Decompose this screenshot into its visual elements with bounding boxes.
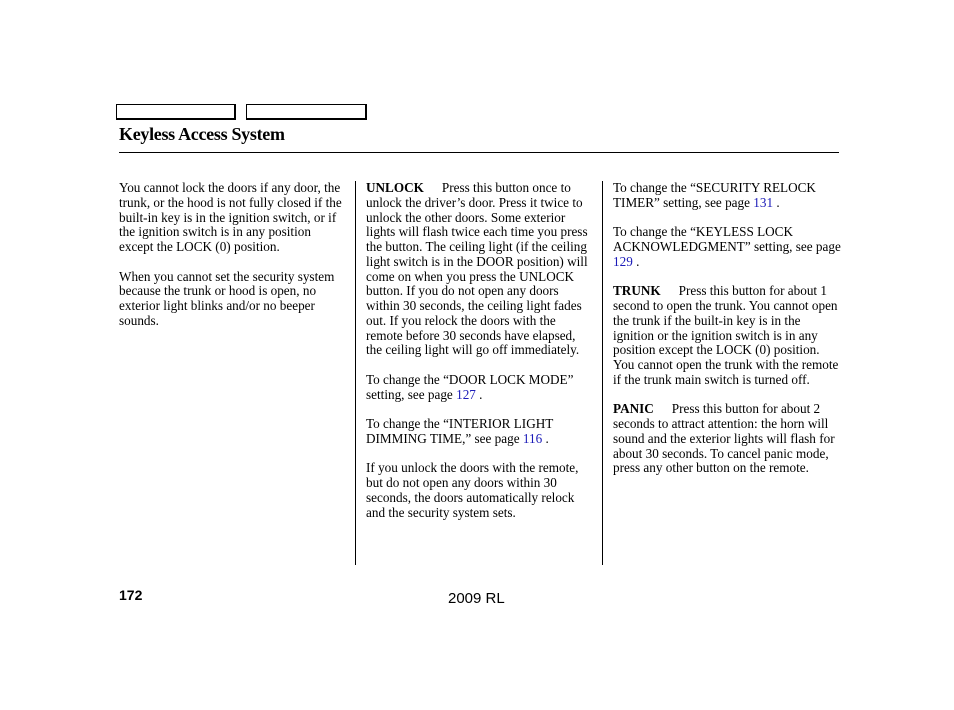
footer-model: 2009 RL	[448, 590, 505, 607]
auto-relock-paragraph: If you unlock the doors with the remote, but do not open any doors within 30 seconds, the doors automatically relock and the security system sets.	[366, 460, 579, 520]
door-lock-mode-paragraph: To change the “DOOR LOCK MODE” setting, see page 127 .	[366, 371, 574, 402]
lock-conditions-paragraph: You cannot lock the doors if any door, the trunk, or the hood is not fully closed if the built-in key is in the ignition switch, or if the ignition switch is in any position except the LOCK (0) position.	[119, 180, 342, 254]
panic-term: PANIC	[613, 401, 654, 417]
trunk-term: TRUNK	[613, 283, 661, 299]
section-title: Keyless Access System	[119, 124, 285, 144]
page-link-129[interactable]: 129	[613, 253, 633, 269]
security-warning-paragraph: When you cannot set the security system because the trunk or hood is open, no exterior light blinks and/or no beeper sounds.	[119, 268, 335, 328]
unlock-description: Press this button once to unlock the driver’s door. Press it twice to unlock the other doors. Some exterior lights will flash twice each time you press the button. The ceiling light (if the ceiling light switch is in the DOOR position) will come on when you press the UNLOCK button. If you do not open any doors within 30 seconds, the ceiling light fades out. If you relock the doors with the remote before 30 seconds have elapsed, the ceiling light will go off immediately.	[366, 180, 588, 358]
column-3	[613, 181, 841, 491]
column-2	[366, 181, 592, 535]
interior-light-paragraph: To change the “INTERIOR LIGHT DIMMING TIME,” see page 116 .	[366, 416, 554, 446]
panic-description: Press this button for about 2 seconds to attract attention: the horn will sound and the exterior lights will flash for about 30 seconds. To cancel panic mode, press any other button on the remote.	[613, 401, 835, 476]
page-number: 172	[119, 587, 143, 603]
page-link-127[interactable]: 127	[456, 386, 476, 402]
unlock-term: UNLOCK	[366, 180, 424, 195]
page-link-116[interactable]: 116	[522, 430, 543, 446]
nav-tab-table-of-contents[interactable]	[246, 104, 367, 120]
unlock-paragraph	[366, 181, 592, 358]
panic-paragraph	[613, 402, 841, 476]
trunk-description: Press this button for about 1 second to open the trunk. You cannot open the trunk if the built-in key is in the ignition or the ignition switch is in any position except the LOCK (0) position. You cannot open the trunk with the remote if the trunk main switch is turned off.	[613, 283, 839, 387]
keyless-ack-paragraph: To change the “KEYLESS LOCK ACKNOWLEDGMENT” setting, see page 129 .	[613, 224, 841, 269]
column-divider	[602, 181, 603, 565]
column-1	[119, 181, 345, 343]
trunk-paragraph	[613, 284, 841, 387]
page-link-131[interactable]: 131	[753, 194, 774, 210]
nav-tab-main-menu[interactable]	[116, 104, 236, 120]
security-relock-paragraph: To change the “SECURITY RELOCK TIMER” setting, see page 131 .	[613, 180, 816, 210]
column-divider	[355, 181, 356, 565]
title-divider	[119, 152, 839, 153]
